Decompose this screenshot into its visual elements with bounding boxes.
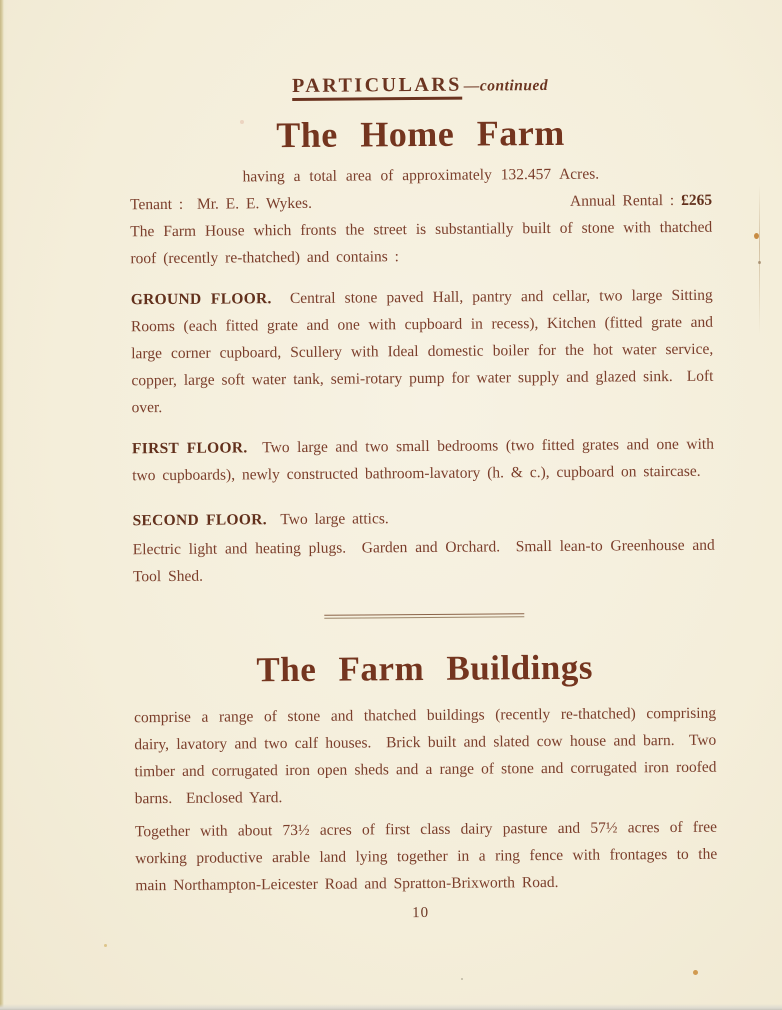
paper-speck [758,261,761,264]
first-floor-paragraph [131,431,721,490]
ground-floor-paragraph [130,282,721,422]
second-floor-label: SECOND FLOOR. [132,511,267,530]
farm-buildings-title: The Farm Buildings [256,647,594,690]
first-floor-label: FIRST FLOOR. [131,439,248,458]
second-floor-paragraph [132,503,714,535]
page-bottom-edge [0,1004,782,1010]
first-floor-text: Two large and two small bedrooms (two fitted grates and one with two cupboards), newly constructed bathroom-lavatory (h. & c.), cupboard on staircase. [132,435,721,485]
ground-floor-label: GROUND FLOOR. [130,290,272,309]
land-paragraph: Together with about 73½ acres of first class dairy pasture and 57½ acres of free working productive arable land lying together in a ring fence with frontages to the main Northampton-Leicester Road and Spratton-Brixworth Road. [134,818,725,895]
home-farm-title: The Home Farm [276,112,565,156]
section-header [129,68,711,105]
paper-speck [461,978,463,980]
paper-crease [759,185,760,335]
paper-speck [104,944,107,947]
particulars-title: PARTICULARS [292,74,462,101]
page-content [129,68,725,925]
continued-label: —continued [463,76,549,95]
amenities-paragraph: Electric light and heating plugs. Garden and Orchard. Small lean-to Greenhouse and Tool Shed. [132,536,722,586]
paper-speck [240,120,244,124]
annual-rental [570,187,712,215]
farm-buildings-paragraph: comprise a range of stone and thatched buildings (recently re-thatched) comprising dairy, lavatory and two calf houses. Brick built and slated cow house and barn. Two timber and corrugated iron open sheds and a range of stone and corrugated iron roofed barns. Enclosed Yard. [134,704,724,808]
annual-rental-value: £265 [680,191,713,209]
annual-rental-label: Annual Rental : [569,191,682,210]
page-number: 10 [412,904,430,922]
ground-floor-text: Central stone paved Hall, pantry and cellar, two large Sitting Rooms (each fitted grate and one with cupboard in recess), Kitchen (fitted grate and large corner cupboard, Scullery with Ideal domestic boiler for the hot water service, copper, large soft water tank, semi-rotary pump for water supply and glazed sink. Loft over. [130,286,721,417]
paper-speck [693,970,698,975]
area-subtitle: having a total area of approximately 132.457 Acres. [242,165,600,186]
paper-speck [754,233,759,239]
tenant-label: Tenant : Mr. E. E. Wykes. [129,194,312,214]
farmhouse-intro: The Farm House which fronts the street is substantially built of stone with thatched roof (recently re-thatched) and contains : [130,218,720,268]
section-divider-rule [324,613,524,619]
page-left-edge [0,0,8,1010]
second-floor-text: Two large attics. [266,510,389,529]
